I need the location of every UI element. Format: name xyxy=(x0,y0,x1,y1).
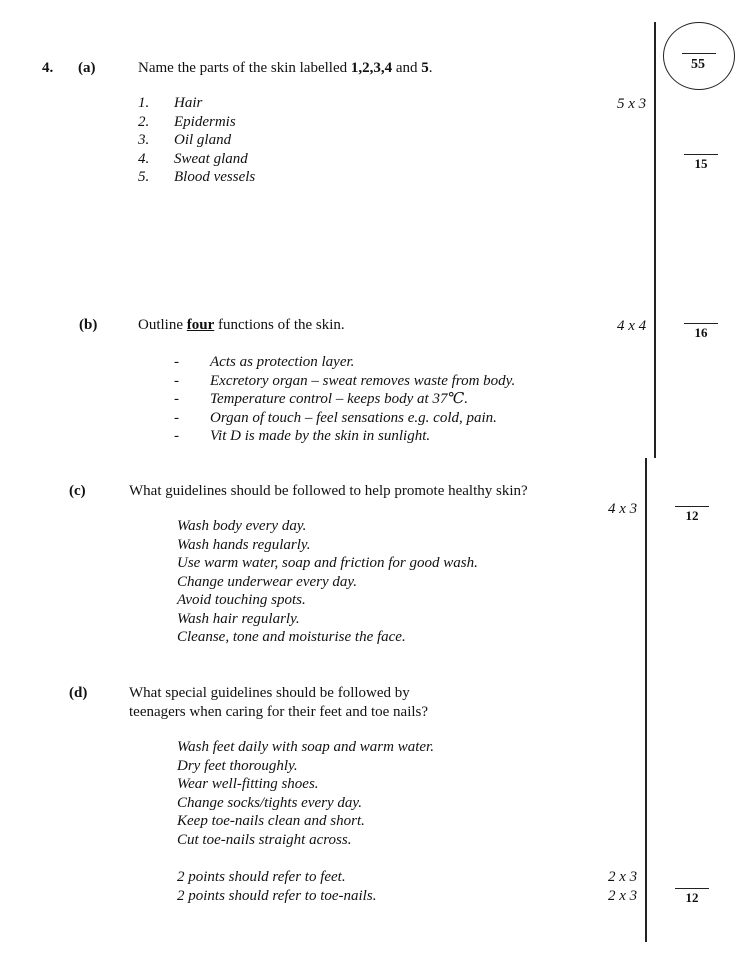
part-c-mark-line xyxy=(675,506,709,507)
list-item: - Excretory organ – sweat removes waste from body. xyxy=(174,372,516,389)
list-item: - Temperature control – keeps body at 37℃. xyxy=(174,391,468,407)
part-c-mark: 12 xyxy=(685,508,699,523)
part-a-prompt-five: 5 xyxy=(421,60,429,76)
list-item: Wash feet daily with soap and warm water. xyxy=(177,739,434,755)
list-item: 5. Blood vessels xyxy=(138,169,256,185)
part-d-mark: 12 xyxy=(685,890,699,905)
part-c-label: (c) xyxy=(69,483,86,499)
list-item: Dry feet thoroughly. xyxy=(177,757,298,774)
part-a-allocation: 5 x 3 xyxy=(617,96,647,112)
list-item: 4. Sweat gland xyxy=(138,150,248,167)
list-item: Avoid touching spots. xyxy=(177,592,306,608)
list-item: Change underwear every day. xyxy=(177,573,357,590)
part-a-mark-line xyxy=(684,154,718,155)
part-d-notes xyxy=(177,868,376,905)
list-item: 1. Hair xyxy=(138,95,203,111)
part-d-answer-list xyxy=(177,738,434,849)
part-a-mark: 15 xyxy=(694,156,708,171)
part-d-prompt xyxy=(129,684,428,721)
list-item: Wear well-fitting shoes. xyxy=(177,776,319,792)
total-mark-circle xyxy=(663,22,735,90)
part-d-prompt-line2: teenagers when caring for their feet and toe nails? xyxy=(129,703,429,720)
list-item: Cleanse, tone and moisturise the face. xyxy=(177,629,406,645)
list-item: - Vit D is made by the skin in sunlight. xyxy=(174,428,431,444)
list-item: Wash hair regularly. xyxy=(177,610,300,627)
part-d-mark-line xyxy=(675,888,709,889)
list-item: Wash hands regularly. xyxy=(177,536,311,553)
part-c-allocation: 4 x 3 xyxy=(608,501,638,517)
part-b-prompt-prefix: Outline xyxy=(138,317,187,333)
list-item: Keep toe-nails clean and short. xyxy=(177,813,365,829)
list-item: - Organ of touch – feel sensations e.g. cold, pain. xyxy=(174,409,497,426)
part-a-prompt-and: and xyxy=(392,60,422,76)
part-b-mark-line xyxy=(684,323,718,324)
part-b-prompt xyxy=(138,316,345,335)
list-item: Cut toe-nails straight across. xyxy=(177,831,352,848)
part-d-note: 2 points should refer to feet. xyxy=(177,869,346,885)
part-d-prompt-line1: What special guidelines should be followed by xyxy=(129,685,410,701)
margin-rule-upper xyxy=(654,22,656,458)
part-d-allocation: 2 x 3 xyxy=(608,887,638,904)
list-item: 2. Epidermis xyxy=(138,113,236,130)
part-d-label: (d) xyxy=(69,685,88,701)
part-a-prompt-prefix: Name the parts of the skin labelled xyxy=(138,60,351,76)
part-b-answer-list xyxy=(174,353,515,446)
list-item: Use warm water, soap and friction for good wash. xyxy=(177,555,478,571)
part-a-label: (a) xyxy=(78,60,96,76)
part-b-prompt-emphasis: four xyxy=(186,317,215,333)
list-item: - Acts as protection layer. xyxy=(174,354,355,370)
list-item: 3. Oil gland xyxy=(138,132,232,148)
part-d-allocations xyxy=(608,868,637,905)
part-a-prompt-numbers: 1,2,3,4 xyxy=(350,60,393,76)
part-c-prompt: What guidelines should be followed to help promote healthy skin? xyxy=(129,483,528,499)
part-d-note: 2 points should refer to toe-nails. xyxy=(177,887,377,904)
part-b-prompt-suffix: functions of the skin. xyxy=(214,317,345,333)
list-item: Change socks/tights every day. xyxy=(177,794,362,811)
list-item: Wash body every day. xyxy=(177,518,307,534)
part-a-prompt xyxy=(138,59,433,78)
total-mark: 55 xyxy=(691,57,705,72)
part-d-allocation: 2 x 3 xyxy=(608,869,638,885)
question-number: 4. xyxy=(42,60,54,76)
margin-rule-lower xyxy=(645,458,647,942)
part-a-answer-list xyxy=(138,94,255,187)
part-b-mark: 16 xyxy=(694,325,708,340)
part-b-label: (b) xyxy=(79,317,98,333)
part-c-answer-list xyxy=(177,517,478,647)
part-a-prompt-end: . xyxy=(428,60,433,76)
part-b-allocation: 4 x 4 xyxy=(617,318,647,334)
total-mark-line xyxy=(682,53,716,54)
